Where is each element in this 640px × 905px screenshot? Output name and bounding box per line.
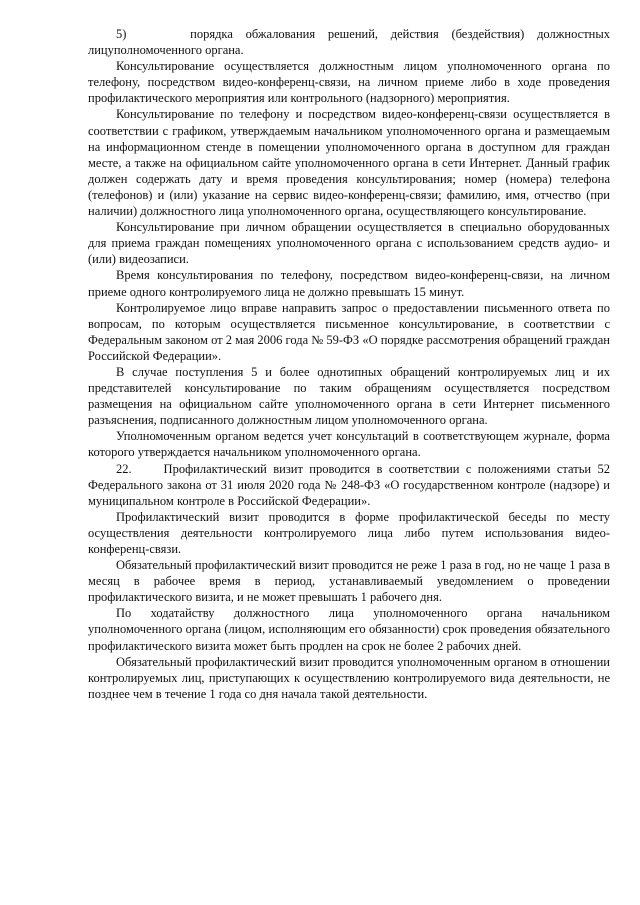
paragraph-preventive-visit-form: Профилактический визит проводится в форме профилактической беседы по месту осуществления деятельности контролируемого лица либо путем использования видео-конференц-связи.	[88, 509, 610, 556]
paragraph-new-activity-visit: Обязательный профилактический визит проводится уполномоченным органом в отношении контролируемых лиц, приступающих к осуществлению контролируемого вида деятельности, не позднее чем в течение 1 года со дня начала такой деятельности.	[88, 654, 610, 701]
paragraph-consultation-log: Уполномоченным органом ведется учет консультаций в соответствующем журнале, форма которого утверждается начальником уполномоченного органа.	[88, 429, 610, 460]
paragraph-written-request: Контролируемое лицо вправе направить запрос о предоставлении письменного ответа по вопросам, по которым осуществляется письменное консультирование, в соответствии с Федеральным законом от 2 мая 2006 года № 59-ФЗ «О порядке рассмотрения обращений граждан Российской Федерации».	[88, 300, 610, 363]
paragraph-consultation-schedule: Консультирование по телефону и посредством видео-конференц-связи осуществляется в соответствии с графиком, утверждаемым начальником уполномоченного органа и размещаемым на информационном стенде в помещении уполномоченного органа в доступном для граждан месте, а также на официальном сайте уполномоченного органа в сети Интернет. Данный график должен содержать дату и время проведения консультирования; номер (номера) телефона (телефонов) и (или) указание на сервис видео-конференц-связи; фамилию, имя, отчество (при наличии) должностного лица уполномоченного органа, осуществляющего консультирование.	[88, 107, 610, 219]
paragraph-consultation-methods: Консультирование осуществляется должностным лицом уполномоченного органа по телефону, посредством видео-конференц-связи, на личном приеме либо в ходе проведения профилактического мероприятия или контрольного (надзорного) мероприятия.	[88, 59, 610, 106]
paragraph-visit-extension: По ходатайству должностного лица уполномоченного органа начальником уполномоченного органа (лицом, исполняющим его обязанности) срок проведения обязательного профилактического визита может быть продлен на срок не более 2 рабочих дней.	[88, 606, 610, 653]
paragraph-consultation-time-limit: Время консультирования по телефону, посредством видео-конференц-связи, на личном приеме одного контролируемого лица не должно превышать 15 минут.	[88, 268, 610, 299]
paragraph-in-person-consultation: Консультирование при личном обращении осуществляется в специально оборудованных для приема граждан помещениях уполномоченного органа с использованием средств аудио- и (или) видеозаписи.	[88, 220, 610, 267]
paragraph-appeal-procedure: 5) порядка обжалования решений, действия (бездействия) должностных лицуполномоченного органа.	[88, 27, 610, 58]
paragraph-mandatory-visit-frequency: Обязательный профилактический визит проводится не реже 1 раза в год, но не чаще 1 раза в месяц в рабочее время в период, устанавливаемый уведомлением о проведении профилактического визита, и не может превышать 1 рабочего дня.	[88, 558, 610, 605]
paragraph-similar-requests: В случае поступления 5 и более однотипных обращений контролируемых лиц и их представителей консультирование по таким обращениям осуществляется посредством размещения на официальном сайте уполномоченного органа в сети Интернет письменного разъяснения, подписанного должностным лицом уполномоченного органа.	[88, 364, 610, 428]
paragraph-preventive-visit-basis: 22. Профилактический визит проводится в соответствии с положениями статьи 52 Федерального закона от 31 июля 2020 года № 248-ФЗ «О государственном контроле (надзоре) и муниципальном контроле в Российской Федерации».	[88, 461, 610, 508]
